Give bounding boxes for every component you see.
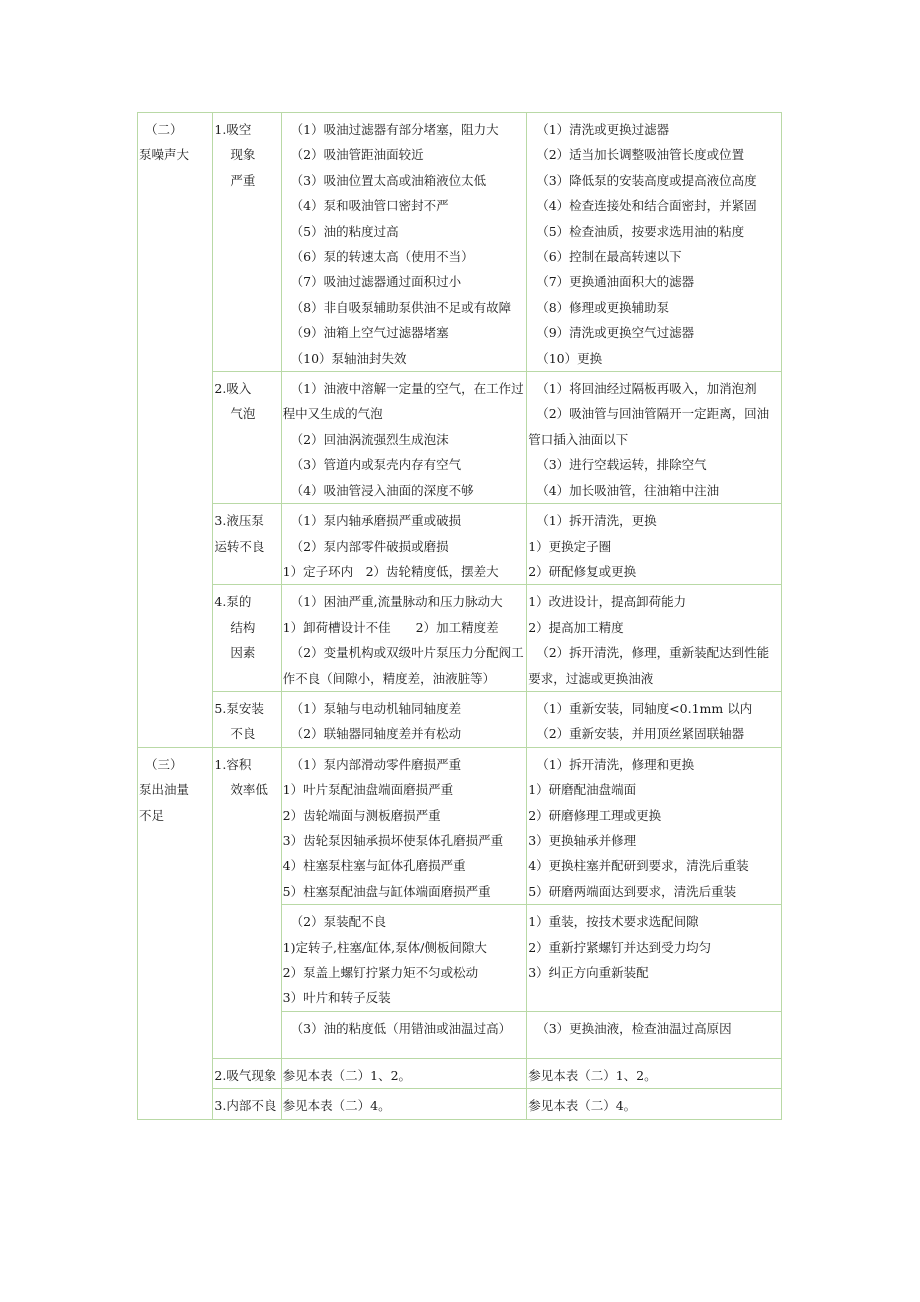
cause-cell: [281, 691, 527, 747]
cause-line: （6）泵的转速太高（使用不当）: [290, 249, 474, 265]
subcategory-label: 2.吸入: [214, 381, 252, 397]
remedy-line: （3）更换油液，检查油温过高原因: [536, 1020, 732, 1036]
remedy-cell: [527, 1058, 782, 1088]
cause-line: （2）吸油管距油面较近: [290, 147, 424, 163]
category-title: 不足: [139, 807, 165, 823]
subcategory-label: 4.泵的: [214, 594, 252, 610]
remedy-line: （5）检查油质，按要求选用油的粘度: [536, 223, 745, 239]
cause-line: （2）泵内部零件破损或磨损: [290, 538, 449, 554]
cause-cell: [281, 113, 527, 372]
cause-line: （2）联轴器同轴度差并有松动: [290, 726, 462, 742]
remedy-cell: [527, 1089, 782, 1119]
cause-line: （1）泵轴与电动机轴同轴度差: [290, 700, 462, 716]
remedy-cell: [527, 1011, 782, 1058]
remedy-line: （2）吸油管与回油管隔开一定距离，回油管口插入油面以下: [528, 406, 770, 447]
subcategory-cell: [213, 113, 281, 372]
remedy-line: （7）更换通油面积大的滤器: [536, 274, 695, 290]
table-row: [138, 372, 782, 504]
cause-cell: [281, 504, 527, 585]
subcategory-label: 不良: [230, 726, 256, 742]
cause-line: （3）油的粘度低（用错油或油温过高）: [290, 1020, 512, 1036]
remedy-cell: [527, 691, 782, 747]
remedy-line: 2）研配修复或更换: [528, 563, 637, 579]
cause-line: 1）叶片泵配油盘端面磨损严重: [282, 782, 454, 798]
cause-line: （4）泵和吸油管口密封不严: [290, 198, 449, 214]
remedy-line: （2）重新安装，并用顶丝紧固联轴器: [536, 726, 745, 742]
remedy-line: （1）拆开清洗，修理和更换: [536, 756, 695, 772]
cause-line: 3）齿轮泵因轴承损坏使泵体孔磨损严重: [282, 832, 504, 848]
cause-line: 5）柱塞泵配油盘与缸体端面磨损严重: [282, 883, 491, 899]
subcategory-cell: [213, 372, 281, 504]
table-row: [138, 504, 782, 585]
cause-cell: [281, 1058, 527, 1088]
subcategory-cell: [213, 1089, 281, 1119]
remedy-line: （4）检查连接处和结合面密封，并紧固: [536, 198, 757, 214]
subcategory-label: 严重: [230, 172, 256, 188]
remedy-cell: [527, 747, 782, 904]
subcategory-label: 1.容积: [214, 756, 252, 772]
remedy-line: （10）更换: [536, 350, 603, 366]
category-cell: [138, 747, 213, 1119]
cause-line: （2）回油涡流强烈生成泡沫: [290, 431, 449, 447]
cause-cell: [281, 1011, 527, 1058]
cause-line: （2）变量机构或双级叶片泵压力分配阀工作不良（间隙小，精度差，油液脏等）: [282, 645, 524, 686]
table-row: [138, 113, 782, 372]
cause-line: 3）叶片和转子反装: [282, 990, 391, 1006]
subcategory-label: 3.液压泵: [214, 513, 264, 529]
remedy-line: （1）将回油经过隔板再吸入，加消泡剂: [536, 381, 757, 397]
subcategory-label: 3.内部不良: [214, 1098, 277, 1114]
subcategory-label: 2.吸气现象: [214, 1067, 277, 1083]
subcategory-label: 效率低: [230, 782, 268, 798]
subcategory-cell: [213, 1058, 281, 1088]
remedy-line: 3）更换轴承并修理: [528, 832, 637, 848]
remedy-line: （1）清洗或更换过滤器: [536, 122, 670, 137]
cause-line: （10）泵轴油封失效: [290, 350, 407, 366]
subcategory-label: 结构: [230, 619, 256, 635]
remedy-line: （1）重新安装，同轴度<0.1mm 以内: [536, 700, 753, 716]
fault-table: [137, 112, 782, 1120]
cause-line: （1）泵内轴承磨损严重或破损: [290, 513, 462, 529]
subcategory-label: 5.泵安装: [214, 700, 264, 716]
subcategory-cell: [213, 691, 281, 747]
remedy-line: 2）重新拧紧螺钉并达到受力均匀: [528, 939, 712, 955]
remedy-line: （3）进行空载运转，排除空气: [536, 457, 707, 473]
cause-cell: [281, 372, 527, 504]
cause-line: 2）泵盖上螺钉拧紧力矩不匀或松动: [282, 965, 479, 980]
remedy-line: 1）重装，按技术要求选配间隙: [528, 914, 699, 930]
remedy-line: 5）研磨两端面达到要求，清洗后重装: [528, 883, 737, 899]
subcategory-label: 运转不良: [214, 538, 265, 554]
remedy-line: （6）控制在最高转速以下: [536, 249, 682, 265]
cause-line: （1）困油严重,流量脉动和压力脉动大: [290, 594, 503, 610]
table-row: [138, 585, 782, 692]
cause-line: 1）卸荷槽设计不佳 2）加工精度差: [282, 619, 499, 635]
cause-line: 2）齿轮端面与测板磨损严重: [282, 807, 441, 823]
remedy-line: （4）加长吸油管，往油箱中注油: [536, 482, 720, 498]
remedy-line: 参见本表（二）4。: [528, 1098, 637, 1114]
remedy-line: 2）提高加工精度: [528, 619, 624, 635]
table-row: [138, 1089, 782, 1119]
subcategory-label: 气泡: [230, 406, 256, 422]
category-title: 泵噪声大: [139, 147, 190, 163]
table-row: [138, 1058, 782, 1088]
remedy-line: （8）修理或更换辅助泵: [536, 299, 670, 315]
cause-line: （3）管道内或泵壳内存有空气: [290, 457, 462, 473]
cause-cell: [281, 1089, 527, 1119]
remedy-line: 3）纠正方向重新装配: [528, 965, 649, 980]
remedy-cell: [527, 372, 782, 504]
category-cell: [138, 113, 213, 748]
cause-line: （7）吸油过滤器通过面积过小: [290, 274, 462, 290]
remedy-line: 1）改进设计，提高卸荷能力: [528, 594, 687, 610]
cause-line: 参见本表（二）1、2。: [282, 1067, 412, 1083]
remedy-cell: [527, 504, 782, 585]
category-number: （三）: [145, 756, 183, 772]
table-row: [138, 691, 782, 747]
cause-line: 1）定子环内 2）齿轮精度低，摆差大: [282, 563, 499, 579]
remedy-line: （2）适当加长调整吸油管长度或位置: [536, 147, 745, 163]
subcategory-cell: [213, 585, 281, 692]
remedy-cell: [527, 585, 782, 692]
category-number: （二）: [145, 122, 183, 137]
cause-line: （1）吸油过滤器有部分堵塞，阻力大: [290, 122, 499, 137]
cause-line: 1)定转子,柱塞/缸体,泵体/侧板间隙大: [282, 939, 487, 955]
subcategory-cell: [213, 504, 281, 585]
cause-line: （2）泵装配不良: [290, 914, 387, 930]
cause-cell: [281, 585, 527, 692]
remedy-cell: [527, 905, 782, 1012]
remedy-line: 1）研磨配油盘端面: [528, 782, 637, 798]
remedy-line: 2）研磨修理工理或更换: [528, 807, 662, 823]
remedy-cell: [527, 113, 782, 372]
subcategory-label: 因素: [230, 645, 256, 661]
remedy-line: （1）拆开清洗，更换: [536, 513, 657, 529]
remedy-line: （9）清洗或更换空气过滤器: [536, 325, 695, 341]
remedy-line: （3）降低泵的安装高度或提高液位高度: [536, 172, 757, 188]
cause-line: （5）油的粘度过高: [290, 223, 399, 239]
cause-line: 参见本表（二）4。: [282, 1098, 391, 1114]
remedy-line: 4）更换柱塞并配研到要求，清洗后重装: [528, 858, 749, 874]
table-row: [138, 747, 782, 904]
cause-line: （1）油液中溶解一定量的空气，在工作过程中又生成的气泡: [282, 381, 524, 422]
cause-line: 4）柱塞泵柱塞与缸体孔磨损严重: [282, 858, 466, 874]
cause-line: （8）非自吸泵辅助泵供油不足或有故障: [290, 299, 512, 315]
remedy-line: （2）拆开清洗，修理，重新装配达到性能要求，过滤或更换油液: [528, 645, 770, 686]
subcategory-cell: [213, 747, 281, 1058]
cause-line: （1）泵内部滑动零件磨损严重: [290, 756, 462, 772]
cause-line: （9）油箱上空气过滤器堵塞: [290, 325, 449, 341]
cause-cell: [281, 747, 527, 904]
cause-line: （4）吸油管浸入油面的深度不够: [290, 482, 474, 498]
cause-line: （3）吸油位置太高或油箱液位太低: [290, 172, 487, 188]
remedy-line: 参见本表（二）1、2。: [528, 1067, 657, 1083]
cause-cell: [281, 905, 527, 1012]
subcategory-label: 现象: [230, 147, 256, 163]
remedy-line: 1）更换定子圈: [528, 538, 612, 554]
subcategory-label: 1.吸空: [214, 122, 252, 137]
category-title: 泵出油量: [139, 782, 190, 798]
